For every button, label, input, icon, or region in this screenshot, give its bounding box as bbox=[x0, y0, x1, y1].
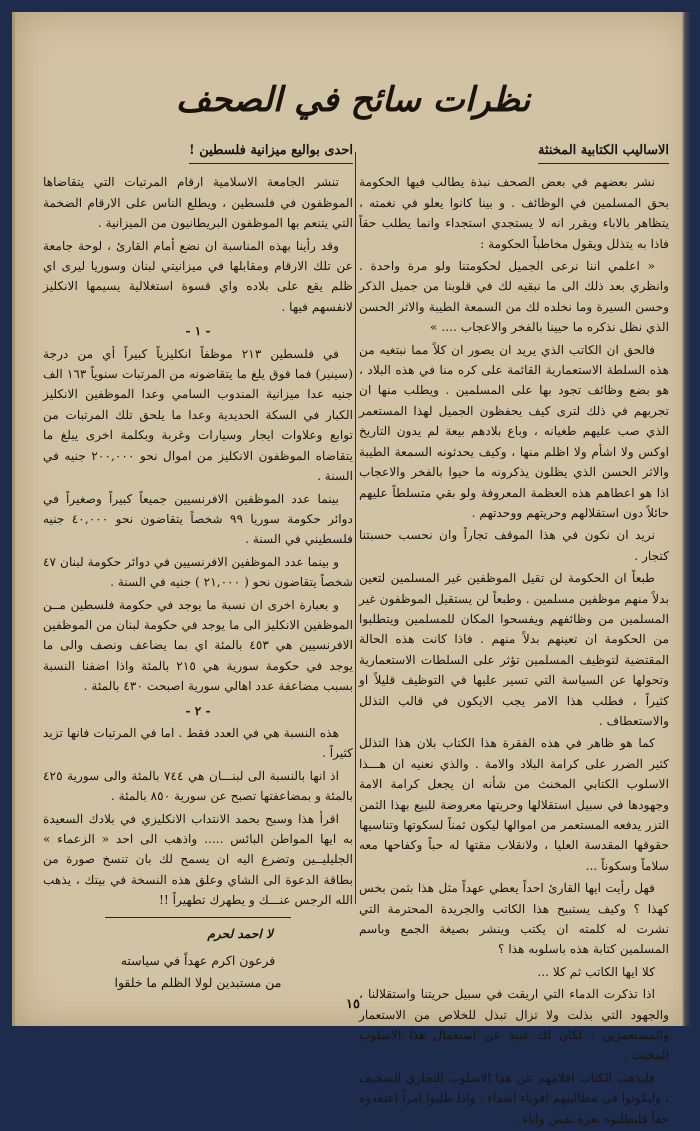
article-paragraph: فهل رأيت ايها القارئ احداً يعطي عهداً مثل هذا بثمن بخس كهذا ؟ وكيف يستبيح هذا الكاتب والجريدة المحترمة التي نشرت له كلمته ان يكتب وينشر بصيغة الجمع وباسم المسلمين كتابة هذه باسلوبه هذا ؟ bbox=[359, 881, 669, 957]
article-paragraph: بينما عدد الموظفين الافرنسيين جميعاً كبيراً وصغيراً في دوائر حكومة سوريا ٩٩ شخصاً يتقاضون نحو ٤٠,٠٠٠ جنيه فلسطيني في السنة . bbox=[43, 491, 353, 547]
article-paragraph: نشر بعضهم في بعض الصحف نبذة يطالب فيها الحكومة بحق المسلمين في الوظائف . و بينا كانوا يعلو في نغمته ، يتظاهر بالاباء ويقرر انه لا يستجدي استجداء وانما يطلب حقاً فاذا به يتذلل ويقول مخاطباً الحكومة : bbox=[359, 175, 669, 251]
poem-verse-line: من مستبدين لولا الظلم ما خلقوا bbox=[114, 975, 282, 991]
article-paragraph: تنشر الجامعة الاسلامية ارقام المرتبات التي يتقاضاها الموظفون في فلسطين ، ويطلع الناس على الارقام الضخمة التي يتنعم بها الموظفون البريطانيون من الميزانية . bbox=[43, 175, 353, 231]
article-paragraph: اذ انها بالنسبة الى لبنـــان هي ٧٤٤ بالمئة والى سورية ٤٢٥ بالمئة و بمضاعفتها تصبح عن سورية ٨٥٠ بالمئة . bbox=[43, 768, 353, 804]
article-paragraph: في فلسطين ٢١٣ موظفاً انكليزياً كبيراً أي من درجة (سينير) فما فوق يلغ ما يتقاضونه من المرتبات سنوياً ١٦٣ الف جنيه عدا ميزانية المندوب السامي وعدا الموظفين الانكليز الكبار في السكة الحديدية وعدا ما يلحق تلك المرتبات من توابع وعلاوات ايجار وسيارات وغربة وبكلمة اخرى يبلغ ما يتقاضاه الموظفون الانكليز من اموال نحو ٢٠٠,٠٠٠ جنيه في السنة . bbox=[43, 346, 354, 484]
binding-spine bbox=[681, 12, 691, 1026]
poem-verse-line: فرعون اكرم عهداً في سياسته bbox=[120, 953, 276, 969]
article-paragraph: نريد ان نكون في هذا الموقف تجاراً وان نحسب حسبتنا كتجار . bbox=[359, 528, 669, 563]
section-marker: - ١ - bbox=[185, 324, 211, 339]
column-divider bbox=[355, 152, 356, 904]
article-paragraph: وقد رأينا بهذه المناسبة ان نضع أمام القارئ ، لوحة جامعة عن تلك الارقام ومقابلها في ميزانيتي لبنان وسوريا ليرى اي ظلم يقع على بلاده واي قسوة استغلالية يسيمها الانكليز لانفسهم فيها . bbox=[43, 238, 353, 314]
article-title: احدى بواليع ميزانية فلسطين ! bbox=[189, 141, 353, 164]
article-left-column bbox=[43, 140, 353, 994]
article-paragraph: فليذهب الكتاب اقلامهم عن هذا الاسلوب التجاري السخيف ، وليكونوا في مطاليبهم اقوياء اشداء . واذا طلبوا امراً اعتقدوه حقاً فليطلبوه بعزة نفس واباء . bbox=[359, 1070, 669, 1126]
article-paragraph: « اعلمي اننا نرعى الجميل لحكومتنا ولو مرة واحدة . وانظري بعد ذلك الى ما نبقيه لك في قلوبنا من جميل الذكر وحسن السيرة وما نخلده لك من السمعة الطيبة والاثر الحسن الذي نظل نذكره ما حيينا بالفخر والاعجاب .... » bbox=[359, 259, 669, 335]
article-title: الاساليب الكتابية المخنثة bbox=[538, 141, 669, 164]
article-paragraph: و بينما عدد الموظفين الافرنسيين في دوائر حكومة لبنان ٤٧ شخصاً يتقاضون نحو ( ٢١,٠٠٠ ) جنيه في السنة . bbox=[43, 554, 353, 590]
article-right-column bbox=[359, 140, 669, 1131]
section-masthead: نظرات سائح في الصحف bbox=[175, 80, 531, 120]
author-signature: لا احمد لحرم bbox=[207, 926, 273, 941]
article-paragraph: طبعاً ان الحكومة لن تقيل الموظفين غير المسلمين لتعين بدلاً منهم موظفين مسلمين . وطبعاً لن يستقيل الموظفون غير المسلمين من وظائفهم ويفسحوا المكان للمسلمين ويتطلبوا من الحكومة ان تعينهم بدلاً منهم . فاذا كانت هذه الحالة المقتضية لتوظيف المسلمين تؤثر على السلطات الاستعمارية وتحولها عن السياسة التي تسير عليها في التوظيف قليلاً او كثيراً ، فطلب هذا الامر يجب الايكون في قالب التذلل والاستعطاف . bbox=[359, 571, 669, 728]
article-paragraph: فالحق ان الكاتب الذي يريد ان يصور ان كلاً مما نبتغيه من هذه السلطة الاستعمارية القائمة على كره منا في هذه البلاد ، هو بضع وظائف تجود بها على المسلمين . ويطلب منها ان تجربهم في ذلك لترى كيف يحفظون الجميل لهذا المستعمر الذي صب عليهم طغيانه ، وباع بلادهم بيعة لم يدون التاريخ اوكس ولا اشأم ولا اظلم منها ، وكيف يحدثونه السمعة الطيبة والاثر الحسن الذي يظلون يذكرونه ما حيوا بالفخر والاعجاب اذا هو اعطاهم هذه العظمة المعروفة ولو بقي متسلطاً عليهم حائلاً دون استقلالهم وحريتهم ووحدتهم . bbox=[359, 342, 669, 520]
page-number: ١٥ bbox=[346, 997, 360, 1012]
article-paragraph: و بعبارة اخرى ان نسبة ما يوجد في حكومة فلسطين مــن الموظفين الانكليز الى ما يوجد في حكومة لبنان من الموظفين الافرنسيين هي ٤٥٣ بالمئة اي بما يضاعف ونصف والى ما يوجد في حكومة سورية هي ٢١٥ بالمئة واذا اضفنا النسبة بسبب مضاعفة عدد اهالي سورية اصبحت ٤٣٠ بالمئة . bbox=[43, 597, 354, 694]
divider-rule bbox=[105, 917, 291, 918]
article-paragraph: كلا ايها الكاتب ثم كلا ... bbox=[537, 964, 655, 979]
article-paragraph: كما هو ظاهر في هذه الفقرة هذا الكتاب بلان هذا التذلل كثير الضرر على كرامة البلاد والامة . والذي نعنيه ان هـــذا الاسلوب الكتابي المخنث من شأنه ان يجعل كرامة الامة وجهودها في سبيل استقلالها وحريتها معروضة للبيع بهذا الثمن التزر يدفعه المستعمر من اموالها ليكون ثمناً لسكوتها وتناسيها حقوقها المقدسة العليا ، ولانقلاب مقتها له حباً وكفاحها معه سلاماً وسكوناً ... bbox=[359, 736, 669, 873]
article-paragraph: اقرأ هذا وسبح بحمد الانتداب الانكليزي في بلادك السعيدة به ايها المواطن البائس ..... واذهب الى احد « الزعماء » الجليليــين وتضرع اليه ان يسمح لك بان تنسخ صورة من بطاقة الدعوة الى الشاي وعلق هذه النسخة في بيتك ، يذهب الله الرجس عنـــك و يطهرك تطهيراً !! bbox=[43, 811, 353, 908]
article-paragraph: هذه النسبة هي في العدد فقط . اما في المرتبات فانها تزيد كثيراً . bbox=[43, 725, 353, 761]
section-marker: - ٢ - bbox=[185, 703, 211, 718]
article-paragraph: اذا تذكرت الدماء التي اريقت في سبيل حريتنا واستقلالنا ، والجهود التي بذلت ولا تزال تبذل للخلاص من الاستعمار والمستعمرين ، لكان لك غنية عن استعمال هذا الاسلوب المخنث . bbox=[359, 987, 669, 1063]
magazine-page bbox=[12, 12, 691, 1126]
